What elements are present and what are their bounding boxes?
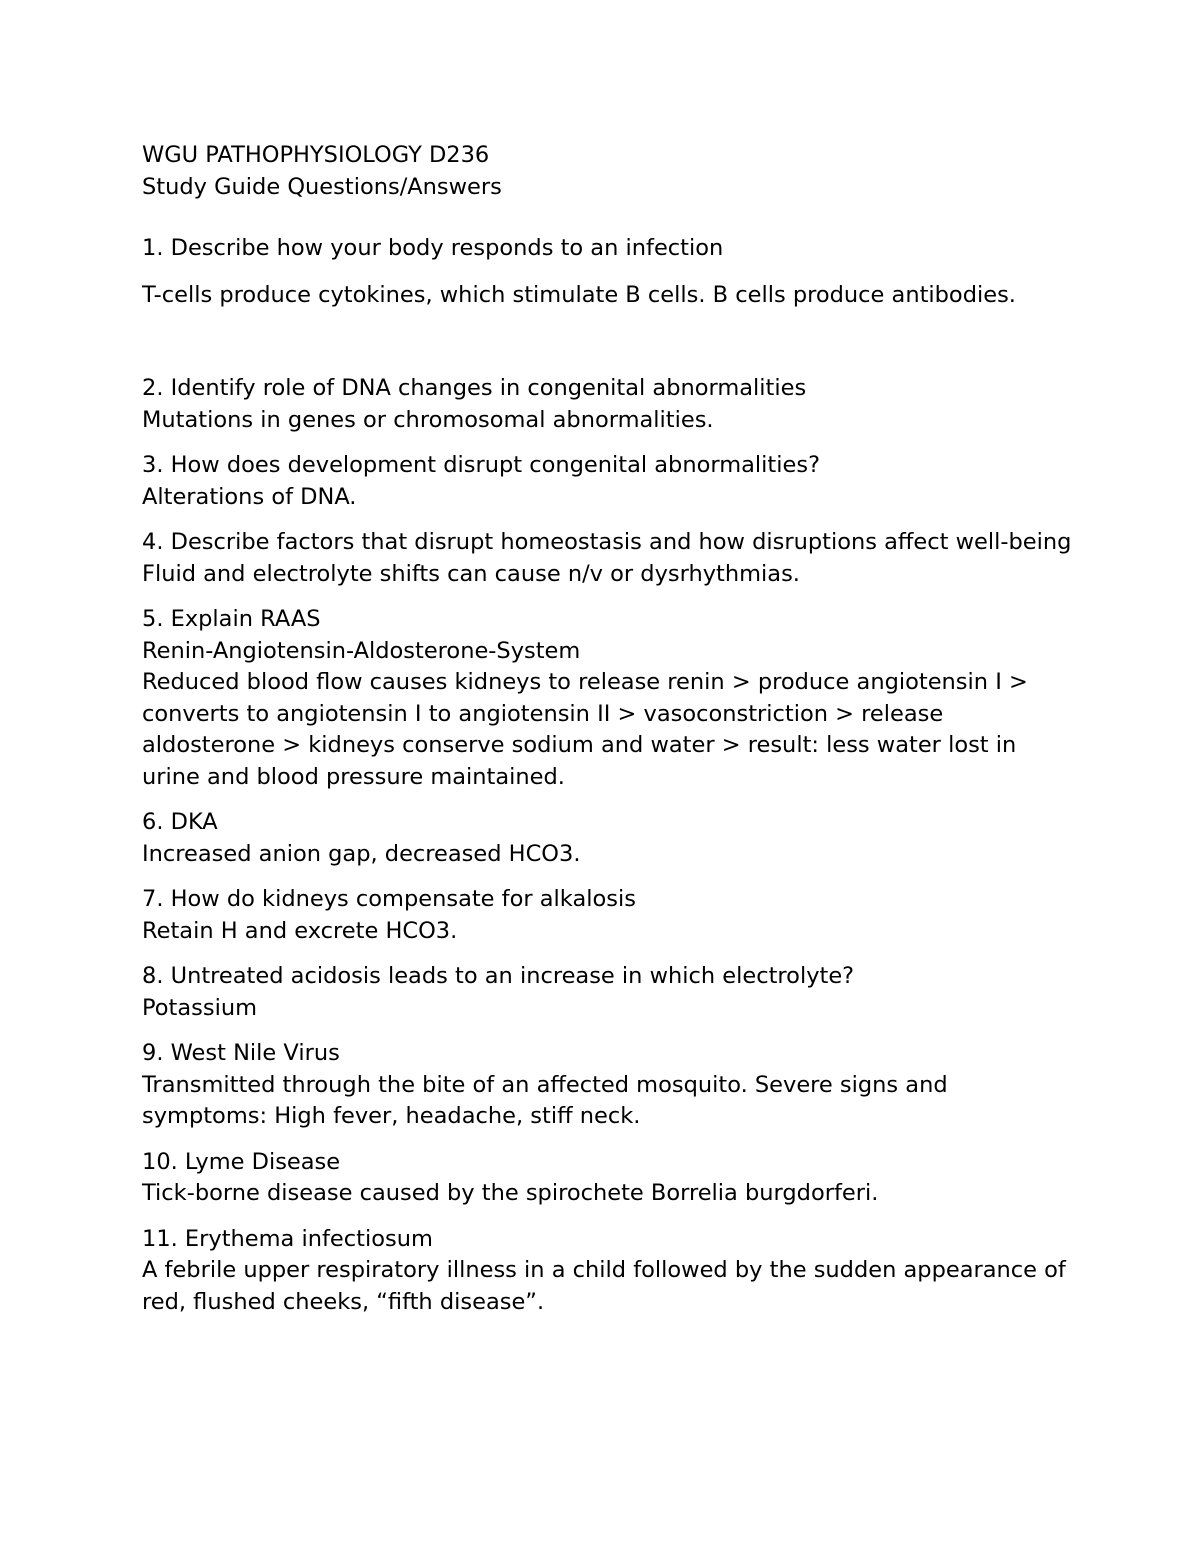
answer-text: Retain H and excrete HCO3. (142, 917, 458, 944)
qa-item-11 (142, 1224, 1072, 1319)
question-text: 9. West Nile Virus (142, 1040, 340, 1066)
answer-text: Renin-Angiotensin-Aldosterone-System (142, 637, 581, 664)
qa-item-10 (142, 1147, 1072, 1210)
document-subtitle: Study Guide Questions/Answers (142, 173, 502, 200)
answer-text: Potassium (142, 994, 258, 1021)
answer-text: T-cells produce cytokines, which stimulate B cells. B cells produce antibodies. (142, 281, 1016, 308)
answer-text: Increased anion gap, decreased HCO3. (142, 840, 581, 867)
question-text: 2. Identify role of DNA changes in congenital abnormalities (142, 375, 807, 401)
question-text: 11. Erythema infectiosum (142, 1225, 433, 1252)
question-text: 5. Explain RAAS (142, 606, 321, 632)
qa-item-9 (142, 1038, 1072, 1133)
question-text: 6. DKA (142, 809, 218, 835)
answer-text: Mutations in genes or chromosomal abnormalities. (142, 406, 714, 433)
qa-item-7 (142, 884, 1072, 947)
document-body (142, 140, 1072, 1332)
answer-text: A febrile upper respiratory illness in a child followed by the sudden appearance of red, flushed cheeks, “fifth disease”. (142, 1257, 1073, 1315)
answer-text: Fluid and electrolyte shifts can cause n/v or dysrhythmias. (142, 560, 800, 587)
question-text: 8. Untreated acidosis leads to an increase in which electrolyte? (142, 963, 855, 989)
answer-text: Transmitted through the bite of an affected mosquito. Severe signs and symptoms: High fever, headache, stiff neck. (142, 1071, 955, 1129)
qa-item-3 (142, 450, 1072, 513)
question-text: 1. Describe how your body responds to an infection (142, 235, 724, 261)
question-text: 3. How does development disrupt congenital abnormalities? (142, 452, 821, 478)
document-title: WGU PATHOPHYSIOLOGY D236 (142, 142, 490, 168)
question-text: 4. Describe factors that disrupt homeostasis and how disruptions affect well-being (142, 529, 1072, 555)
qa-item-2 (142, 373, 1072, 436)
qa-item-4 (142, 527, 1072, 590)
qa-item-6 (142, 807, 1072, 870)
answer-text: Alterations of DNA. (142, 483, 357, 510)
qa-item-8 (142, 961, 1072, 1024)
question-text: 7. How do kidneys compensate for alkalosis (142, 886, 636, 912)
question-text: 10. Lyme Disease (142, 1148, 341, 1175)
qa-item-1 (142, 233, 1072, 311)
document-header (142, 140, 1072, 203)
answer-text: Reduced blood flow causes kidneys to release renin > produce angiotensin I > converts to angiotensin I to angiotensin II > vasoconstriction > release aldosterone > kidneys conserve sodium and water > result: less water lost in urine and blood pressure maintained. (142, 669, 1035, 790)
qa-item-5 (142, 604, 1072, 793)
answer-text: Tick-borne disease caused by the spirochete Borrelia burgdorferi. (142, 1180, 879, 1206)
